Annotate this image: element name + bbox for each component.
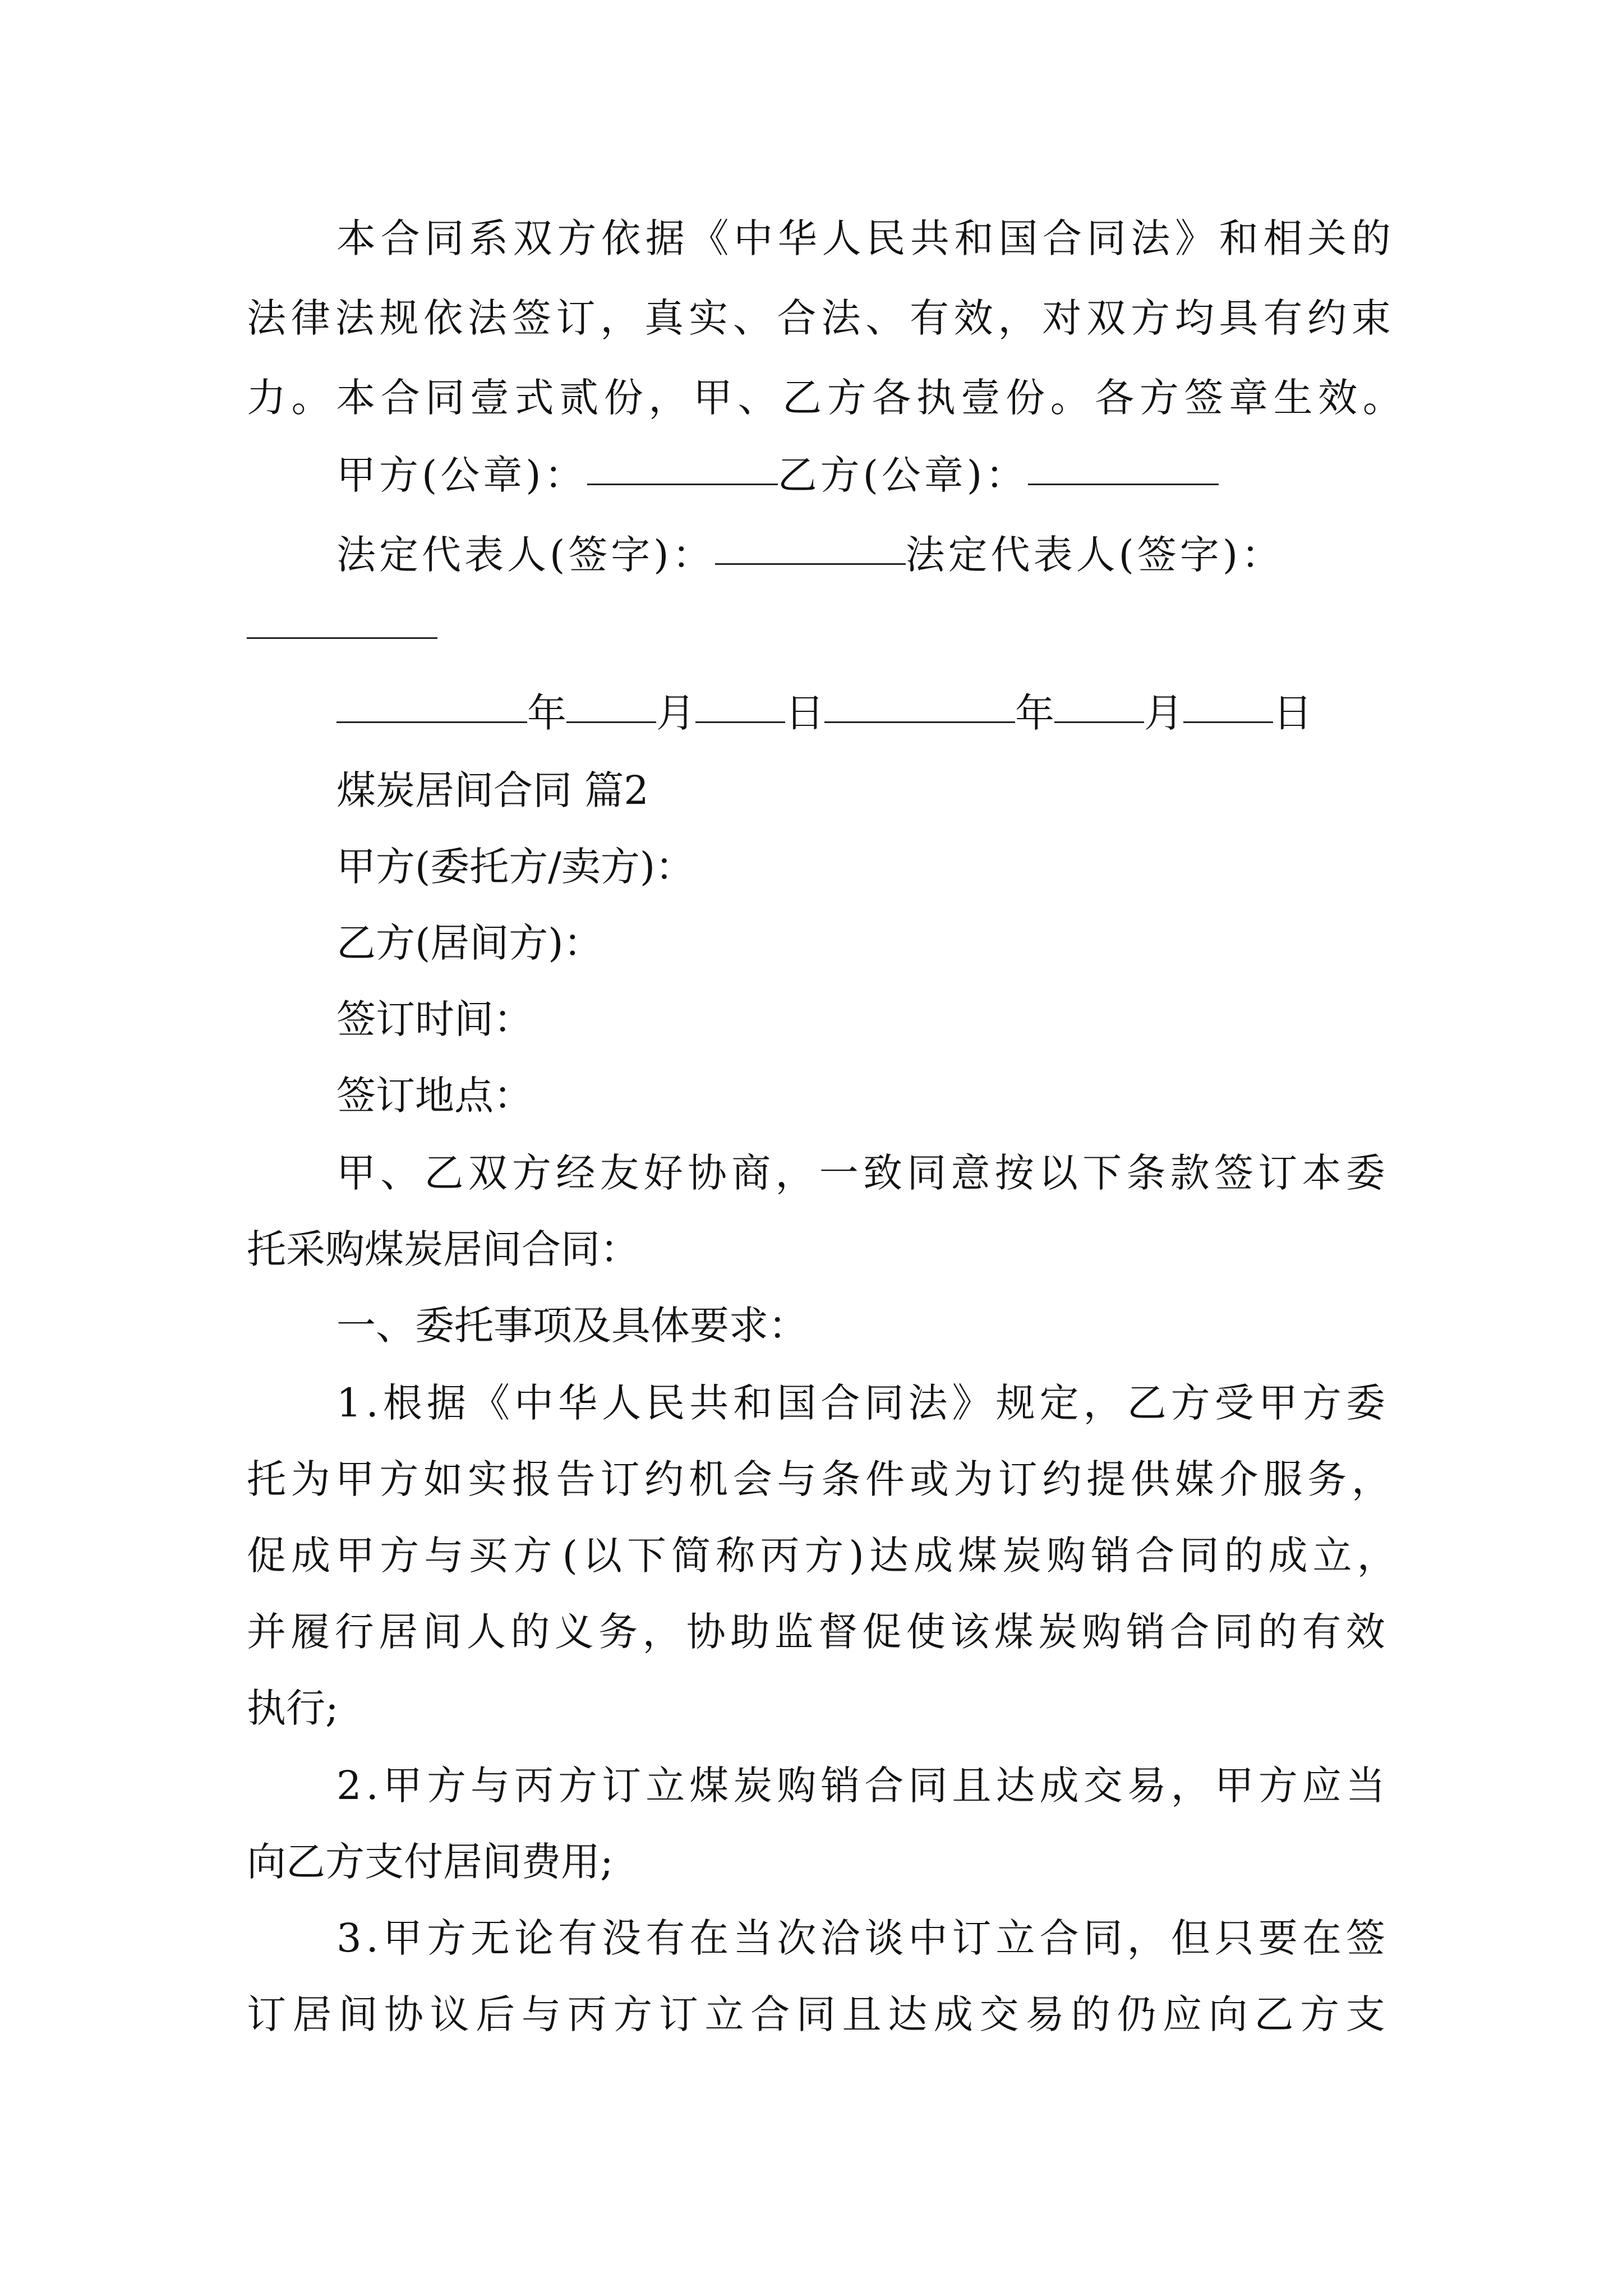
section-title: 煤炭居间合同 篇2 — [336, 767, 649, 813]
party-a-rep-label: 法定代表人(签字)： — [336, 532, 715, 578]
date-line — [336, 690, 1312, 736]
party-a-line: 甲方(委托方/卖方)： — [336, 844, 695, 890]
date-blank — [1183, 721, 1273, 723]
para-line: 法 律 法 规 依 法 签 订 ， 真 实 、 合 法 、 有 效 ， 对 双 方 均 具 有 约 束 — [247, 295, 1391, 341]
party-b-rep-label: 法定代表人(签字)： — [905, 532, 1284, 578]
para-line: 力 。 本 合 同 壹 式 贰 份 ， 甲 、 乙 方 各 执 壹 份 。 各 方 签 章 生 效 。 — [247, 375, 1402, 421]
sign-place-line: 签订地点： — [336, 1073, 533, 1119]
date-month-label: 月 — [656, 690, 695, 736]
party-b-seal-blank — [1028, 484, 1219, 485]
date-day-label: 日 — [1273, 690, 1312, 736]
party-b-line: 乙方(居间方)： — [336, 920, 603, 966]
para-line: 3 . 甲 方 无 论 有 没 有 在 当 次 洽 谈 中 订 立 合 同 ， 但 只 要 在 签 — [336, 1915, 1385, 1961]
para-line: 向乙方支付居间费用; — [247, 1839, 614, 1885]
date-blank — [824, 721, 1015, 723]
party-b-seal-label: 乙方(公章)： — [777, 452, 1029, 498]
section-heading: 一、委托事项及具体要求： — [336, 1303, 808, 1349]
party-a-seal-label: 甲方(公章)： — [336, 452, 587, 498]
date-blank — [566, 721, 656, 723]
date-day-label: 日 — [785, 690, 824, 736]
seal-line — [336, 452, 1219, 498]
para-line: 托采购煤炭居间合同： — [247, 1226, 639, 1272]
party-a-rep-blank — [715, 563, 906, 565]
date-blank — [1054, 721, 1144, 723]
para-line: 甲 、 乙 双 方 经 友 好 协 商 ， 一 致 同 意 按 以 下 条 款 签 订 本 委 — [336, 1150, 1385, 1196]
sign-time-line: 签订时间： — [336, 996, 533, 1042]
para-line: 执行; — [247, 1685, 339, 1731]
representative-line — [336, 532, 1284, 578]
para-line: 并 履 行 居 间 人 的 义 务 ， 协 助 监 督 促 使 该 煤 炭 购 销 合 同 的 有 效 — [247, 1609, 1385, 1655]
date-blank — [336, 721, 527, 723]
para-line: 托 为 甲 方 如 实 报 告 订 约 机 会 与 条 件 或 为 订 约 提 供 媒 介 服 务 ， — [247, 1456, 1391, 1502]
party-a-seal-blank — [587, 484, 778, 485]
date-year-label: 年 — [1015, 690, 1054, 736]
date-year-label: 年 — [527, 690, 566, 736]
party-b-rep-blank — [247, 637, 437, 639]
para-line: 2 . 甲 方 与 丙 方 订 立 煤 炭 购 销 合 同 且 达 成 交 易 ， 甲 方 应 当 — [336, 1763, 1385, 1809]
para-line: 促 成 甲 方 与 买 方 ( 以 下 简 称 丙 方 ) 达 成 煤 炭 购 销 合 同 的 成 立 ， — [247, 1533, 1396, 1579]
date-blank — [695, 721, 785, 723]
date-month-label: 月 — [1144, 690, 1183, 736]
para-line: 1 . 根 据 《 中 华 人 民 共 和 国 合 同 法 》 规 定 ， 乙 方 受 甲 方 委 — [336, 1380, 1385, 1426]
para-line: 订 居 间 协 议 后 与 丙 方 订 立 合 同 且 达 成 交 易 的 仍 应 向 乙 方 支 — [247, 1991, 1385, 2037]
para-line: 本 合 同 系 双 方 依 据 《 中 华 人 民 共 和 国 合 同 法 》 和 相 关 的 — [336, 215, 1391, 261]
